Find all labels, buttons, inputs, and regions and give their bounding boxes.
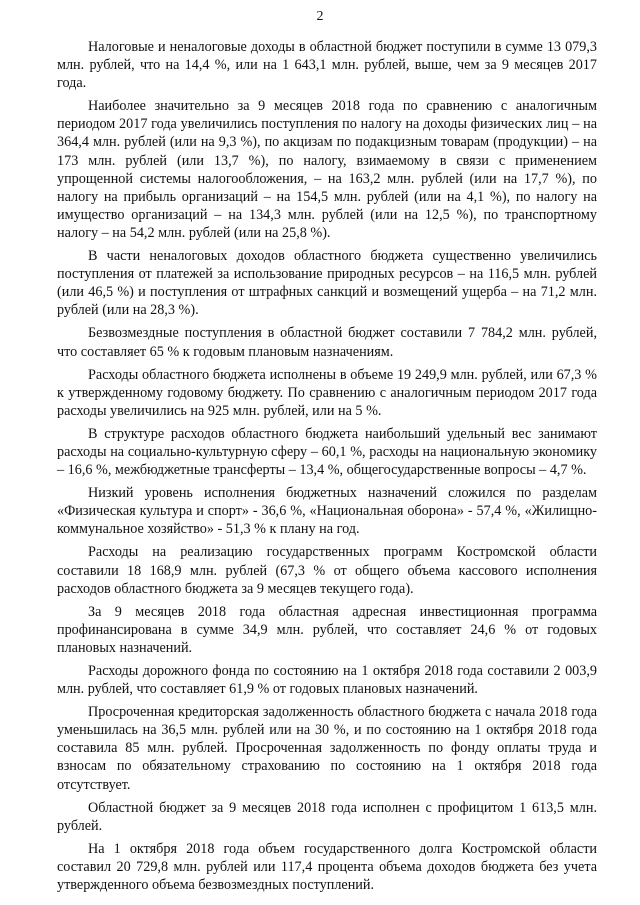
paragraph-tax-revenue: Налоговые и неналоговые доходы в областной бюджет поступили в сумме 13 079,3 млн. рублей, что на 14,4 %, или на 1 643,1 млн. рублей, выше, чем за 9 месяцев 2017 года. <box>57 39 597 92</box>
paragraph-budget-surplus: Областной бюджет за 9 месяцев 2018 года исполнен с профицитом 1 613,5 млн. рублей. <box>57 799 597 834</box>
paragraph-overdue-payables: Просроченная кредиторская задолженность областного бюджета с начала 2018 года уменьшилась на 36,5 млн. рублей или на 30 %, и по состоянию на 1 октября 2018 года составила 85 млн. рублей. Просроченная задолженность по фонду оплаты труда и взносам по обязательному страхованию по состоянию на 1 октября 2018 года отсутствует. <box>57 704 597 793</box>
paragraph-tax-growth: Наиболее значительно за 9 месяцев 2018 года по сравнению с аналогичным периодом 2017 года увеличились поступления по налогу на доходы физических лиц – на 364,4 млн. рублей (или на 9,3 %), по акцизам по подакцизным товарам (продукции) – на 173 млн. рублей (или 13,7 %), по налогу, взимаемому в связи с применением упрощенной системы налогообложения, – на 163,2 млн. рублей (или на 17,7 %), по налогу на прибыль организаций – на 154,5 млн. рублей (или на 4,1 %), по налогу на имущество организаций – на 134,3 млн. рублей (или на 12,5 %), по транспортному налогу – на 54,2 млн. рублей (или на 25,8 %). <box>57 98 597 241</box>
paragraph-expenditure-structure: В структуре расходов областного бюджета наибольший удельный вес занимают расходы на социально-культурную сферу – 60,1 %, расходы на национальную экономику – 16,6 %, межбюджетные трансферты – 13,4 %, общегосударственные вопросы – 4,7 %. <box>57 425 597 479</box>
paragraph-non-tax-revenue: В части неналоговых доходов областного бюджета существенно увеличились поступления от платежей за использование природных ресурсов – на 116,5 млн. рублей (или 46,5 %) и поступления от штрафных санкций и возмещений ущерба – на 71,2 млн. рублей (или на 28,3 %). <box>57 248 597 319</box>
paragraph-state-debt: На 1 октября 2018 года объем государственного долга Костромской области составил 20 729,8 млн. рублей или 117,4 процента объема доходов бюджета без учета утвержденного объема безвозмездных поступлений. <box>57 840 597 894</box>
paragraph-gratuitous-receipts: Безвозмездные поступления в областной бюджет составили 7 784,2 млн. рублей, что составляет 65 % к годовым плановым назначениям. <box>57 325 597 360</box>
paragraph-state-programs: Расходы на реализацию государственных программ Костромской области составили 18 168,9 млн. рублей (67,3 % от общего объема кассового исполнения расходов областного бюджета за 9 месяцев текущего года). <box>57 544 597 597</box>
paragraph-low-execution: Низкий уровень исполнения бюджетных назначений сложился по разделам «Физическая культура и спорт» - 36,6 %, «Национальная оборона» - 57,4 %, «Жилищно-коммунальное хозяйство» - 51,3 % к плану на год. <box>57 485 597 538</box>
paragraph-road-fund: Расходы дорожного фонда по состоянию на 1 октября 2018 года составили 2 003,9 млн. рублей, что составляет 61,9 % от годовых плановых назначений. <box>57 663 597 698</box>
paragraph-expenditures: Расходы областного бюджета исполнены в объеме 19 249,9 млн. рублей, или 67,3 % к утвержденному годовому бюджету. По сравнению с аналогичным периодом 2017 года расходы увеличились на 925 млн. рублей, или на 5 %. <box>57 366 597 419</box>
document-body <box>57 38 597 899</box>
page-number: 2 <box>316 9 324 24</box>
paragraph-investment-program: За 9 месяцев 2018 года областная адресная инвестиционная программа профинансирована в сумме 34,9 млн. рублей, что составляет 24,6 % от годовых плановых назначений. <box>57 603 597 656</box>
